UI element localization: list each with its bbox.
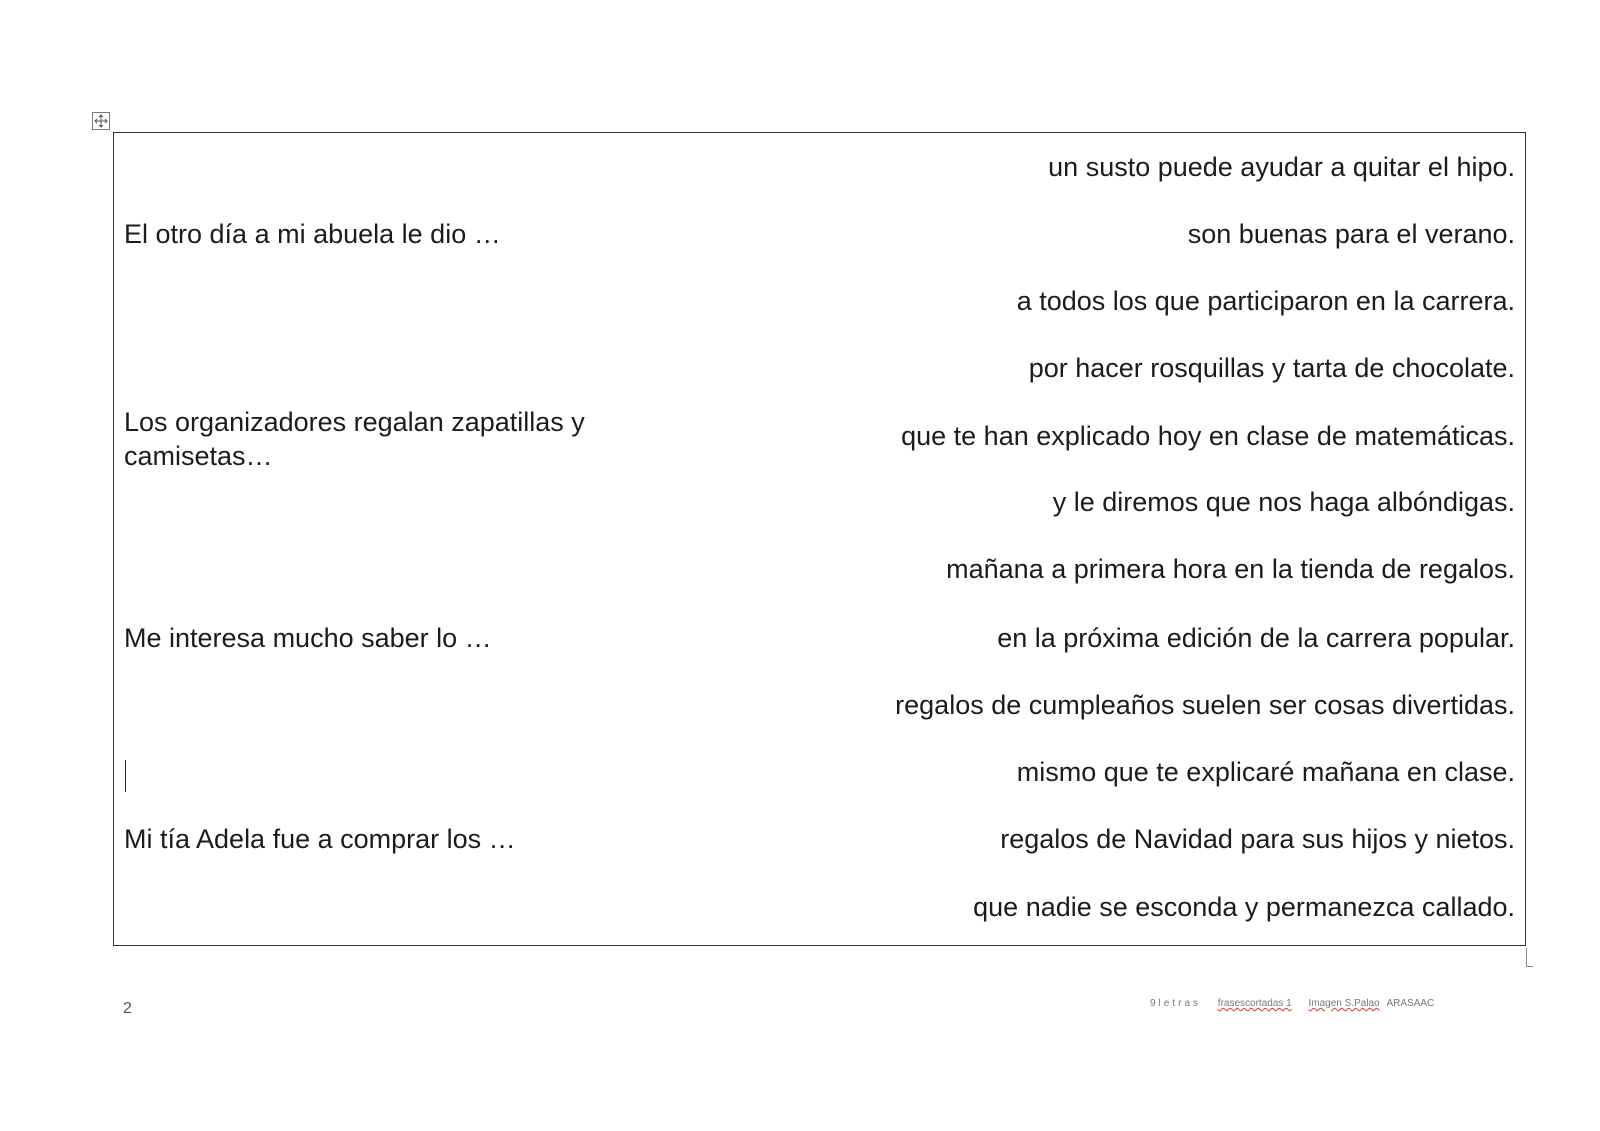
right-phrase: y le diremos que nos haga albóndigas. [1052,487,1515,517]
footer-credit: Imagen S.Palao [1308,998,1380,1009]
right-phrase: que te han explicado hoy en clase de matemáticas. [901,421,1515,451]
text-cursor[interactable] [125,760,126,792]
right-phrase: son buenas para el verano. [1187,219,1515,249]
footer-credit: frasescortadas 1 [1217,998,1292,1009]
right-phrase: mañana a primera hora en la tienda de regalos. [946,554,1515,584]
right-phrase: mismo que te explicaré mañana en clase. [1016,757,1515,787]
right-phrase: en la próxima edición de la carrera popular. [997,623,1515,653]
page-number: 2 [123,1000,132,1017]
right-phrase: por hacer rosquillas y tarta de chocolate. [1028,353,1515,383]
footer-credit: 9letras [1150,998,1202,1009]
right-phrase: regalos de Navidad para sus hijos y nietos. [1000,824,1515,854]
left-phrase: Los organizadores regalan zapatillas y camisetas… [124,407,585,471]
table-resize-handle[interactable] [1526,948,1533,967]
right-phrase: a todos los que participaron en la carrera. [1016,286,1515,316]
footer-credits [1150,998,1448,1009]
footer-credit: ARASAAC [1386,998,1435,1009]
right-phrase: un susto puede ayudar a quitar el hipo. [1048,152,1515,182]
move-arrows-icon [93,113,109,129]
right-phrase: regalos de cumpleaños suelen ser cosas divertidas. [895,690,1515,720]
left-phrase: Mi tía Adela fue a comprar los … [124,824,516,854]
table-move-handle[interactable] [92,112,110,130]
left-phrase: El otro día a mi abuela le dio … [124,219,501,249]
right-phrase: que nadie se esconda y permanezca callado. [973,892,1515,922]
phrase-table [113,132,1526,946]
left-phrase: Me interesa mucho saber lo … [124,623,492,653]
